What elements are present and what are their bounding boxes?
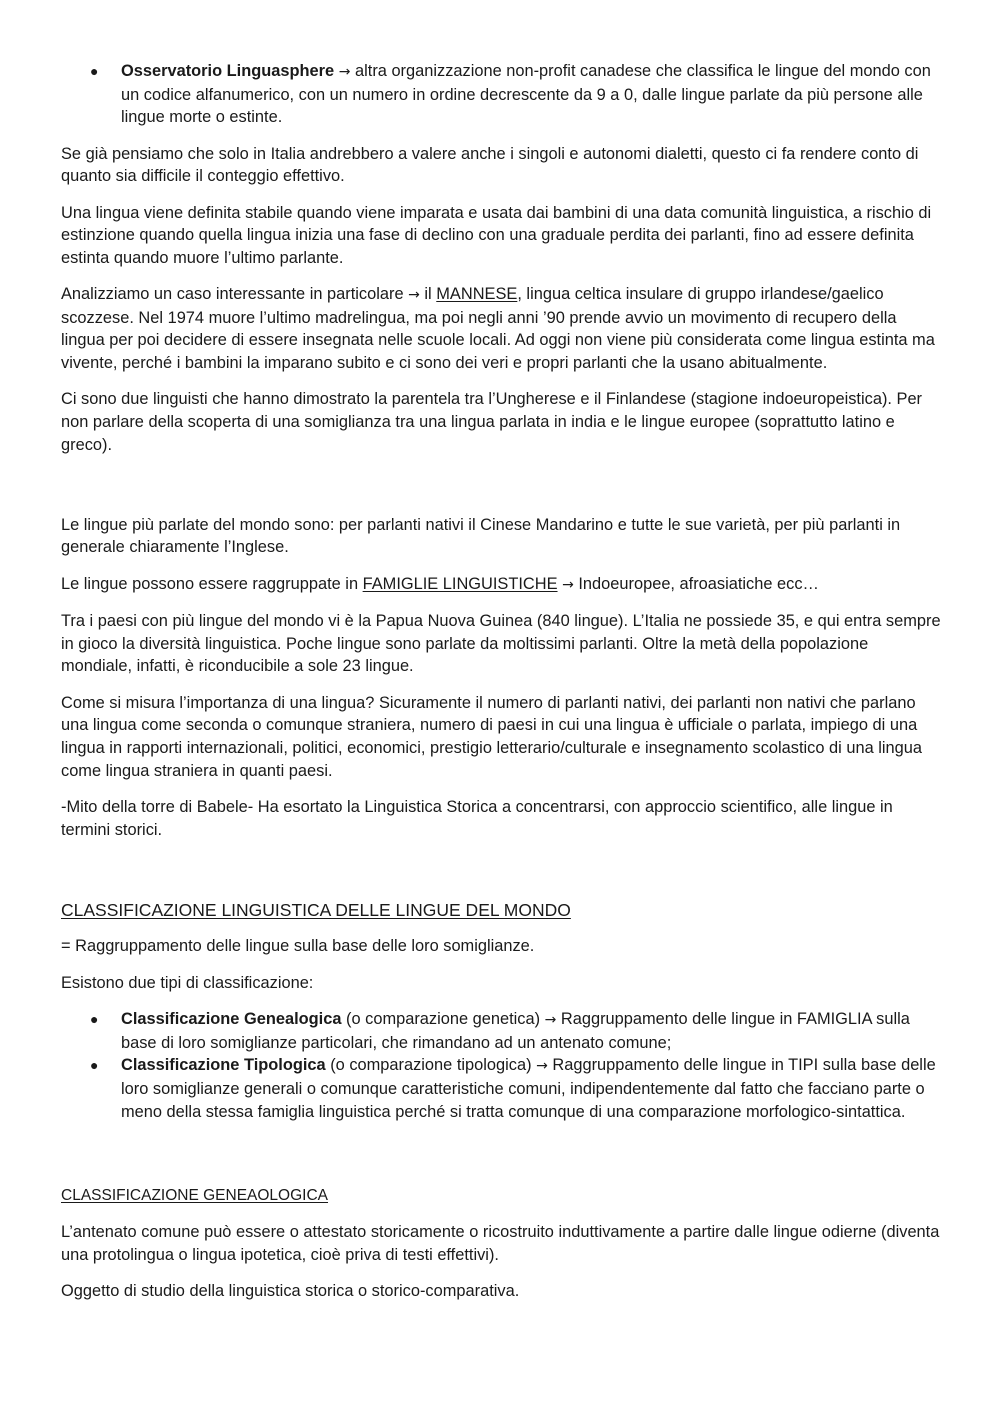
list-item: ● Classificazione Tipologica (o comparazione tipologica) → Raggruppamento delle lingue in TIPI sulla base delle loro somiglianze generali o comunque caratteristiche comuni, indipendentemente dal fatto che facciano parte o meno della stessa famiglia linguistica perché si tratta comunque di una comparazione morfologico-sintattica. bbox=[90, 1056, 936, 1121]
paragraph: Le lingue più parlate del mondo sono: per parlanti nativi il Cinese Mandarino e tutte le sue varietà, per più parlanti in generale chiaramente l’Inglese. bbox=[61, 515, 901, 557]
arrow-right-icon: → bbox=[562, 576, 574, 593]
bullet-icon: ● bbox=[90, 63, 99, 79]
section-heading: CLASSIFICAZIONE LINGUISTICA DELLE LINGUE DEL MONDO bbox=[61, 900, 571, 920]
paragraph: Una lingua viene definita stabile quando viene imparata e usata dai bambini di una data comunità linguistica, a rischio di estinzione quando quella lingua inizia una fase di declino con una graduale perdita dei parlanti, fino ad essere definita estinta quando muore l’ultimo parlante. bbox=[61, 203, 932, 267]
term-genealogica: Classificazione Genealogica bbox=[121, 1010, 342, 1029]
underlined-term-famiglie: FAMIGLIE LINGUISTICHE bbox=[362, 574, 558, 593]
section-subheading: CLASSIFICAZIONE GENEAOLOGICA bbox=[61, 1186, 329, 1204]
arrow-right-icon: → bbox=[544, 1012, 557, 1029]
classification-list bbox=[61, 1008, 941, 1123]
term-tipologica: Classificazione Tipologica bbox=[121, 1056, 326, 1075]
paragraph-famiglie: Le lingue possono essere raggruppate in FAMIGLIE LINGUISTICHE → Indoeuropee, afroasiatiche ecc… bbox=[61, 574, 819, 593]
bullet-icon: ● bbox=[90, 1011, 99, 1028]
list-item bbox=[61, 60, 941, 129]
paragraph: Se già pensiamo che solo in Italia andrebbero a valere anche i singoli e autonomi dialetti, questo ci fa rendere conto di quanto sia difficile il conteggio effettivo. bbox=[61, 144, 919, 186]
list-item: ● Classificazione Genealogica (o comparazione genetica) → Raggruppamento delle lingue in FAMIGLIA sulla base di loro somiglianze particolari, che rimandano ad un antenato comune; bbox=[90, 1010, 910, 1052]
paragraph: Come si misura l’importanza di una lingua? Sicuramente il numero di parlanti nativi, dei parlanti non nativi che parlano una lingua come seconda o comunque straniera, numero di paesi in cui una lingua è ufficiale o parlata, impiego di una lingua in rapporti internazionali, politici, economici, prestigio letterario/culturale e insegnamento scolastico di una lingua come lingua straniera in quanti paesi. bbox=[61, 693, 922, 780]
spacer bbox=[61, 855, 941, 899]
term-linguasphere: Osservatorio Linguasphere bbox=[121, 62, 335, 80]
paragraph: L’antenato comune può essere o attestato storicamente o ricostruito induttivamente a partire dalle lingue odierne (diventa una protolingua o lingua ipotetica, cioè priva di testi effettivi). bbox=[61, 1223, 940, 1264]
paragraph: Ci sono due linguisti che hanno dimostrato la parentela tra l’Ungherese e il Finlandese (stagione indoeuropeistica). Per non parlare della scoperta di una somiglianza tra una lingua parlata in india e le lingue europee (soprattutto latino e greco). bbox=[61, 390, 923, 454]
paragraph: -Mito della torre di Babele- Ha esortato la Linguistica Storica a concentrarsi, con approccio scientifico, alle lingue in termini storici. bbox=[61, 798, 893, 839]
arrow-right-icon: → bbox=[536, 1058, 548, 1075]
arrow-right-icon: → bbox=[408, 287, 420, 304]
top-bullet-list bbox=[61, 60, 941, 129]
paragraph: Tra i paesi con più lingue del mondo vi è la Papua Nuova Guinea (840 lingue). L’Italia ne possiede 35, e qui entra sempre in gioco la diversità linguistica. Poche lingue sono parlate da moltissimi parlanti. Oltre la metà della popolazione mondiale, infatti, è riconducibile a sole 23 lingue. bbox=[61, 612, 941, 676]
spacer bbox=[61, 1137, 941, 1185]
arrow-right-icon: → bbox=[338, 64, 351, 80]
document-page bbox=[61, 60, 941, 1317]
paragraph: Oggetto di studio della linguistica storica o storico-comparativa. bbox=[61, 1282, 520, 1301]
paragraph: = Raggruppamento delle lingue sulla base delle loro somiglianze. bbox=[61, 937, 535, 956]
underlined-term-mannese: MANNESE bbox=[436, 285, 518, 304]
paragraph: Esistono due tipi di classificazione: bbox=[61, 973, 314, 992]
bullet-icon: ● bbox=[90, 1057, 99, 1074]
paragraph-mannese: Analizziamo un caso interessante in particolare → il MANNESE, lingua celtica insulare di gruppo irlandese/gaelico scozzese. Nel 1974 muore l’ultimo madrelingua, ma poi negli anni ’90 prende avvio un movimento di recupero della lingua per poi decidere di essere insegnata nelle scuole locali. Ad oggi non viene più considerata come lingua estinta ma vivente, perché i bambini la imparano subito e ci sono dei veri e propri parlanti che la usano abitualmente. bbox=[61, 285, 935, 372]
list-item-text: altra organizzazione non-profit canadese che classifica le lingue del mondo con un codice alfanumerico, con un numero in ordine decrescente da 9 a 0, dalle lingue parlate da più persone alle lingue morte o estinte. bbox=[121, 62, 931, 127]
spacer bbox=[61, 470, 941, 514]
